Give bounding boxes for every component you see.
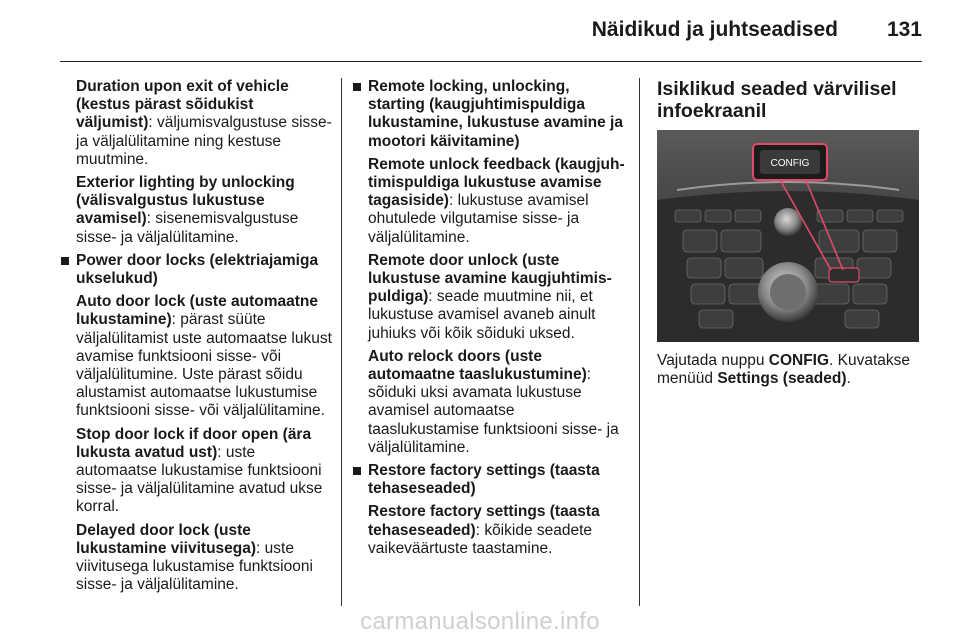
instruction-button: CONFIG bbox=[768, 352, 830, 369]
watermark: carmanualsonline.info bbox=[360, 608, 600, 635]
column-divider-1 bbox=[341, 78, 342, 606]
power-locks-heading: Power door locks (elektriajamiga ukselukud) bbox=[76, 251, 319, 288]
instruction-pre: Vajutada nuppu bbox=[657, 352, 769, 369]
feedback-heading: Remote unlock feedback (kaugjuh-timispuldiga lukustuse avamise tagasiside) bbox=[368, 155, 625, 210]
restore-text: : kõikide seadete vaikeväärtuste taastamine. bbox=[368, 521, 593, 557]
stop-lock-item bbox=[60, 426, 332, 517]
header-title: Näidikud ja juhtseadised bbox=[591, 18, 838, 41]
auto-lock-heading: Auto door lock (uste automaatne lukustamine) bbox=[76, 293, 318, 329]
config-button-label: CONFIG bbox=[770, 158, 810, 169]
relock-text: : sõiduki uksi avamata lukustuse avamisel automaatse taaslukustamise funktsiooni sisse- ja väljalülitamine. bbox=[368, 366, 619, 456]
auto-lock-text: : pärast süüte väljalülitamist uste automaatse lukust avamise funktsiooni sisse- või väljalülitumine. Uste pärast sõidu alustamist automaatse lukustumise funktsiooni sisse- või väljalülitamine. bbox=[76, 311, 332, 420]
restore-sub-heading: Restore factory settings (taasta tehaseseaded) bbox=[368, 503, 600, 539]
instruction-post: . bbox=[846, 370, 851, 388]
bullet-square-icon bbox=[353, 83, 361, 91]
door-unlock-heading: Remote door unlock (uste lukustuse avamine kaugjuhtimis-puldiga) bbox=[368, 251, 612, 306]
column-1 bbox=[60, 78, 332, 599]
page-number: 131 bbox=[886, 18, 922, 41]
bullet-square-icon bbox=[61, 257, 69, 265]
header-rule bbox=[60, 61, 922, 62]
duration-text: : väljumisvalgustuse sisse- ja väljalülitamine ning kestuse muutmine. bbox=[76, 114, 332, 168]
page-header bbox=[0, 0, 960, 62]
door-unlock-item bbox=[352, 252, 628, 343]
duration-item bbox=[60, 78, 332, 169]
column-divider-2 bbox=[639, 78, 640, 606]
stop-lock-heading: Stop door lock if door open (ära lukusta avatud ust) bbox=[76, 425, 312, 461]
restore-heading: Restore factory settings (taasta tehaseseaded) bbox=[368, 462, 600, 498]
restore-item bbox=[352, 503, 628, 558]
remote-heading: Remote locking, unlocking, starting (kaugjuhtimispuldiga lukustamine, lukustuse avamine ja mootori käivitamine) bbox=[368, 78, 623, 150]
relock-item bbox=[352, 348, 628, 457]
instruction-mid: . Kuvatakse menüüd bbox=[657, 352, 911, 388]
stop-lock-text: : uste automaatse lukustamise funktsiooni sisse- ja väljalülitamine avatud ukse korral. bbox=[76, 443, 323, 516]
auto-lock-item bbox=[60, 293, 332, 420]
door-unlock-text: : seade muutmine nii, et lukustuse avamisel avaneb ainult juhiuks või kõik sõiduki uksed. bbox=[368, 288, 596, 342]
instruction-menu: Settings (seaded) bbox=[717, 370, 847, 388]
delayed-lock-heading: Delayed door lock (uste lukustamine viivitusega) bbox=[76, 521, 257, 557]
instruction-text bbox=[657, 352, 927, 388]
restore-bullet bbox=[352, 462, 628, 498]
exterior-item bbox=[60, 174, 332, 247]
delayed-lock-text: : uste viivitusega lukustamise funktsiooni sisse- ja väljalülitamine. bbox=[76, 539, 313, 594]
feedback-item bbox=[352, 156, 628, 247]
delayed-lock-item bbox=[60, 522, 332, 595]
section-title: Isiklikud seaded värvilisel infoekraanil bbox=[657, 78, 897, 122]
exterior-heading: Exterior lighting by unlocking (välisvalgustus lukustuse avamisel) bbox=[76, 174, 295, 228]
control-panel-photo bbox=[657, 130, 919, 342]
relock-heading: Auto relock doors (uste automaatne taaslukustumine) bbox=[368, 347, 587, 384]
feedback-text: : lukustuse avamisel ohutulede vilgutamise sisse- ja väljalülitamine. bbox=[368, 192, 589, 246]
duration-heading: Duration upon exit of vehicle (kestus pärast sõidukist väljumist) bbox=[76, 78, 289, 132]
bullet-square-icon bbox=[353, 467, 361, 475]
power-locks-bullet bbox=[60, 252, 332, 288]
column-3 bbox=[657, 78, 927, 393]
exterior-text: : sisenemisvalgustuse sisse- ja väljalülitamine. bbox=[76, 210, 299, 246]
remote-bullet bbox=[352, 78, 628, 151]
column-2 bbox=[352, 78, 628, 563]
